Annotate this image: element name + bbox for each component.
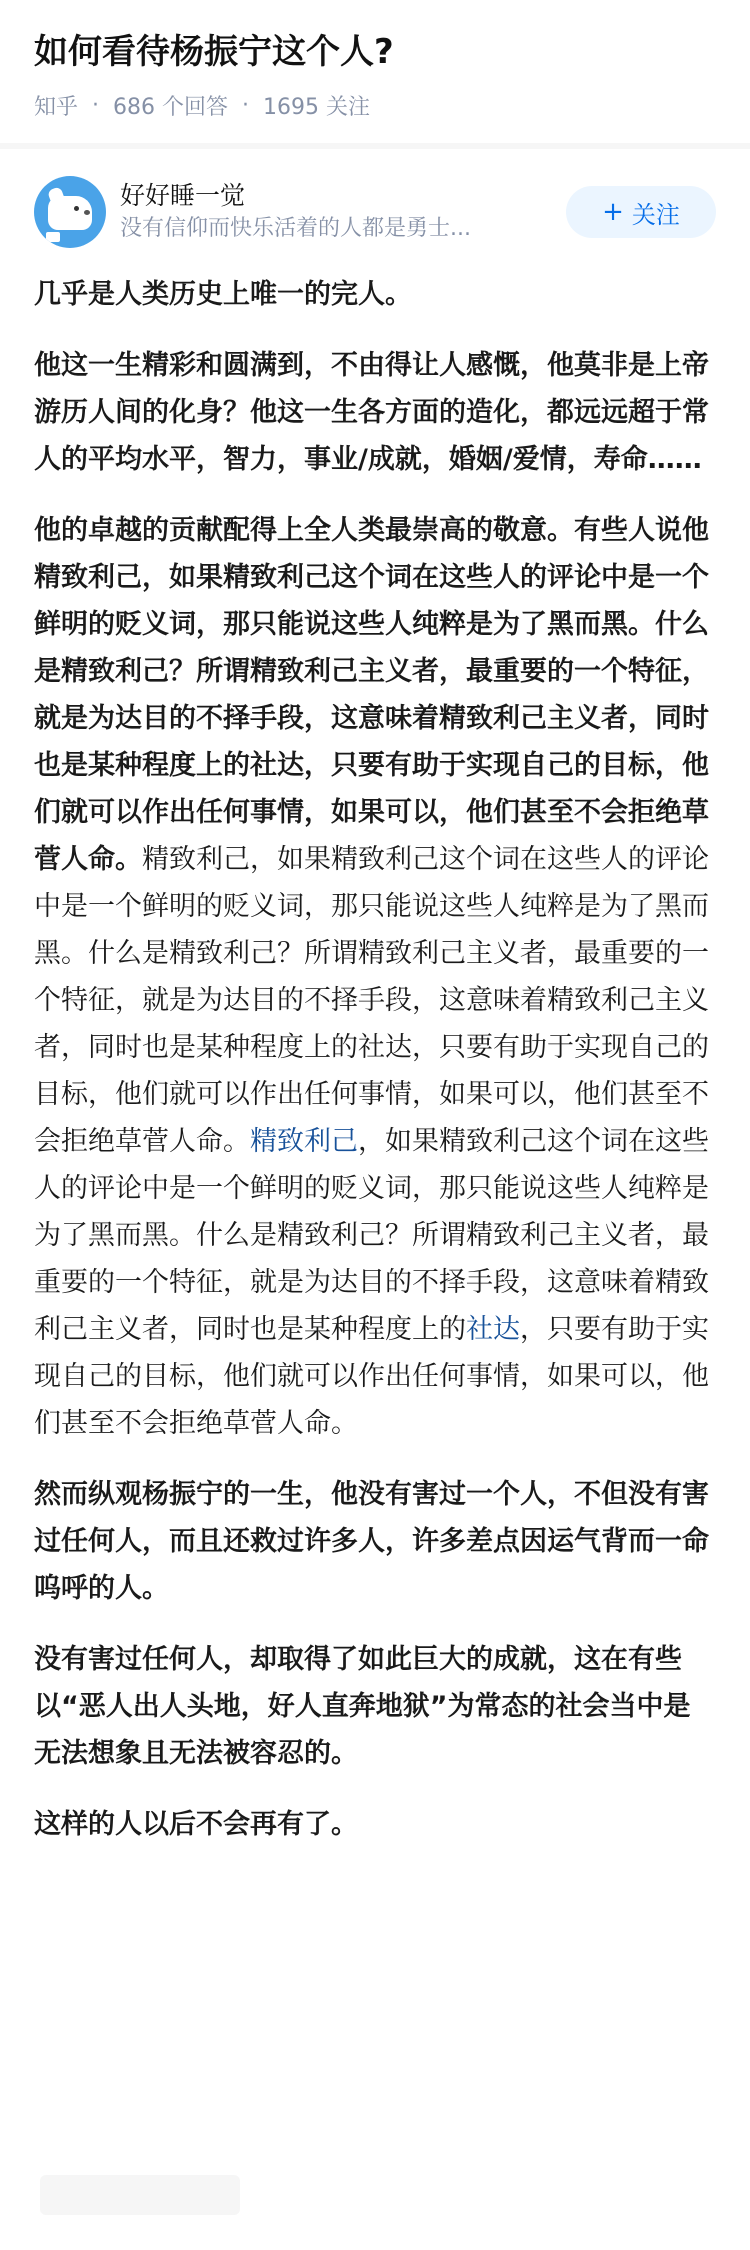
question-meta (34, 90, 716, 121)
author-bio: 没有信仰而快乐活着的人都是勇士... (120, 216, 471, 241)
follow-label: 关注 (631, 200, 680, 229)
meta-separator: · (92, 93, 100, 118)
link-sheda[interactable]: 社达 (466, 1314, 520, 1345)
plain-text: ，如果精致利己这个词在这些人的评论中是一个鲜明的贬义词，那只能说这些人纯粹是为了黑而黑。什么是精致利己？所谓精致利己主义者，最重要的一个特征，就是为达目的不择手段，这意味着精致利己主义者，同时也是某种程度上的 (34, 1126, 709, 1345)
answer-content (0, 271, 750, 1848)
answer-paragraph-5: 没有害过任何人，却取得了如此巨大的成就，这在有些以“恶人出人头地，好人直奔地狱”为常态的社会当中是无法想象且无法被容忍的。 (34, 1644, 691, 1769)
plain-text: 精致利己，如果精致利己这个词在这些人的评论中是一个鲜明的贬义词，那只能说这些人纯粹是为了黑而黑。什么是精致利己？所谓精致利己主义者，最重要的一个特征，就是为达目的不择手段，这意味着精致利己主义者，同时也是某种程度上的社达，只要有助于实现自己的目标，他们就可以作出任何事情，如果可以，他们甚至不会拒绝草菅人命。 (34, 844, 709, 1157)
author-info (120, 179, 566, 245)
answer-count[interactable]: 686 个回答 (113, 95, 229, 120)
source-label[interactable]: 知乎 (34, 95, 79, 120)
answer-paragraph-1: 几乎是人类历史上唯一的完人。 (34, 279, 412, 310)
dog-avatar-icon[interactable] (34, 176, 106, 248)
link-jingzhi-liji[interactable]: 精致利己 (250, 1126, 358, 1157)
plus-icon: + (602, 197, 624, 227)
answer-paragraph-2: 他这一生精彩和圆满到，不由得让人感慨，他莫非是上帝游历人间的化身？他这一生各方面的造化，都远远超于常人的平均水平，智力，事业/成就，婚姻/爱情，寿命…… (34, 350, 709, 475)
plain-text: ，只要有助于实现自己的目标，他们就可以作出任何事情，如果可以，他们甚至不会拒绝草菅人命。 (34, 1314, 709, 1439)
question-header (0, 0, 750, 143)
author-card (0, 149, 750, 249)
answer-paragraph-6: 这样的人以后不会再有了。 (34, 1809, 358, 1840)
author-name[interactable]: 好好睡一觉 (120, 181, 246, 210)
watermark (40, 2175, 240, 2215)
follower-count[interactable]: 1695 关注 (263, 95, 370, 120)
follow-button[interactable] (566, 186, 716, 238)
meta-separator: · (242, 93, 250, 118)
answer-paragraph-4: 然而纵观杨振宁的一生，他没有害过一个人，不但没有害过任何人，而且还救过许多人，许多差点因运气背而一命呜呼的人。 (34, 1479, 709, 1604)
answer-paragraph-3 (34, 507, 716, 1447)
bold-text: 他的卓越的贡献配得上全人类最崇高的敬意。有些人说他精致利己，如果精致利己这个词在这些人的评论中是一个鲜明的贬义词，那只能说这些人纯粹是为了黑而黑。什么是精致利己？所谓精致利己主义者，最重要的一个特征，就是为达目的不择手段，这意味着精致利己主义者，同时也是某种程度上的社达，只要有助于实现自己的目标，他们就可以作出任何事情，如果可以，他们甚至不会拒绝草菅人命。 (34, 515, 709, 875)
question-title[interactable]: 如何看待杨振宁这个人? (34, 32, 394, 72)
